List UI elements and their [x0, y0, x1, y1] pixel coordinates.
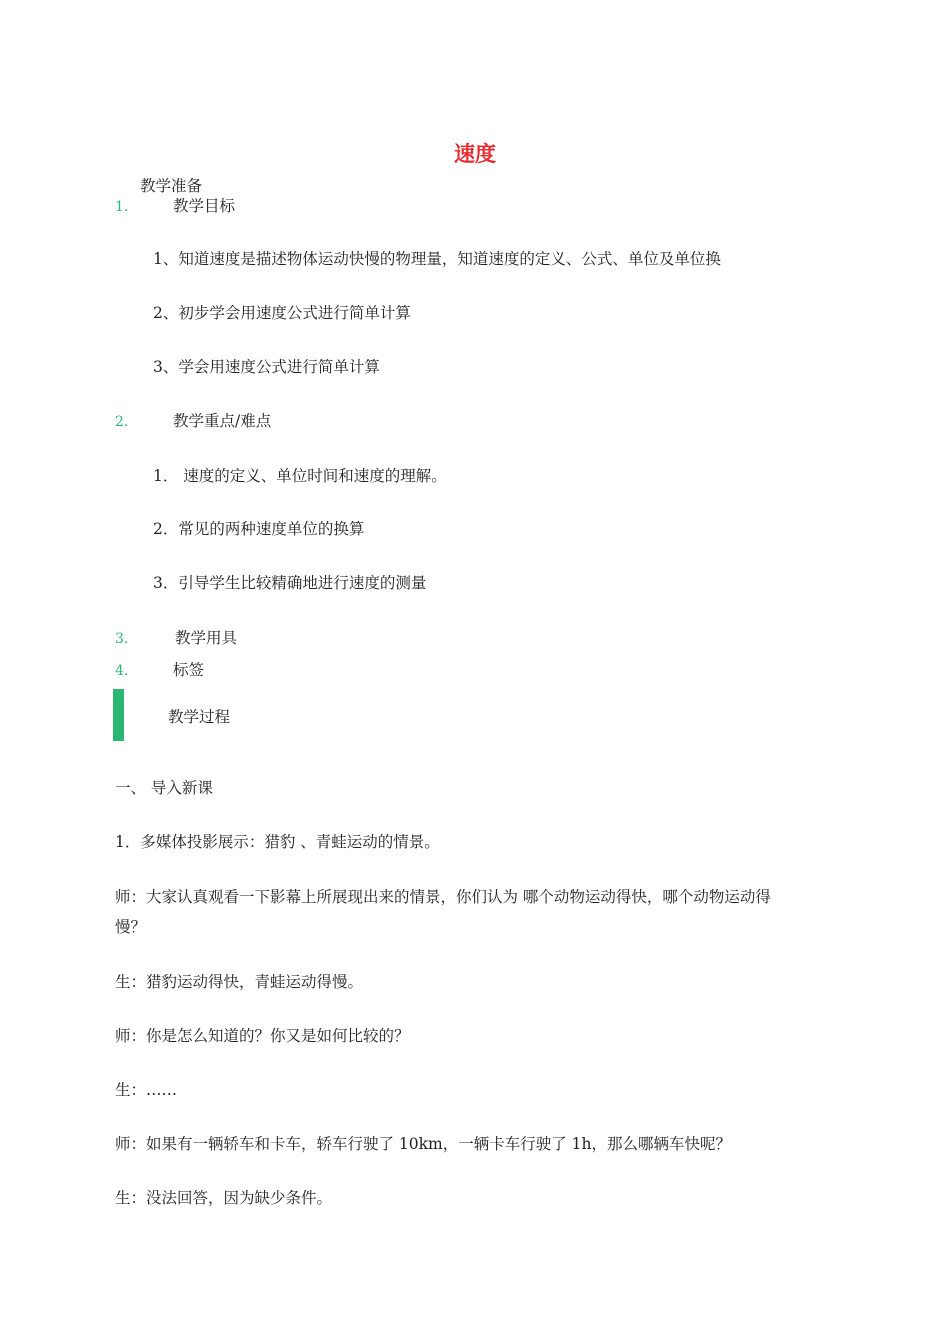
body-line: 1．多媒体投影展示：猎豹 、青蛙运动的情景。 — [115, 833, 440, 851]
section-number-1: 1. — [115, 199, 129, 215]
section-label-objectives: 教学目标 — [173, 197, 236, 215]
section-number-4: 4. — [115, 663, 129, 679]
process-heading: 教学过程 — [168, 708, 231, 726]
process-marker-bar — [113, 689, 124, 741]
objective-item: 2、初步学会用速度公式进行简单计算 — [153, 304, 411, 322]
body-line: 慢？ — [115, 918, 147, 936]
section-number-2: 2. — [115, 414, 129, 430]
key-point-item: 2．常见的两种速度单位的换算 — [153, 520, 365, 538]
body-line: 师：大家认真观看一下影幕上所展现出来的情景，你们认为 哪个动物运动得快，哪个动物运动得 — [115, 888, 771, 906]
page-title: 速度 — [454, 142, 496, 166]
body-line: 生：猎豹运动得快，青蛙运动得慢。 — [115, 973, 364, 991]
prep-heading: 教学准备 — [140, 177, 203, 195]
body-line: 生：没法回答，因为缺少条件。 — [115, 1189, 333, 1207]
key-point-item: 1． 速度的定义、单位时间和速度的理解。 — [153, 467, 447, 485]
key-point-item: 3．引导学生比较精确地进行速度的测量 — [153, 574, 427, 592]
body-line: 师：你是怎么知道的？你又是如何比较的？ — [115, 1027, 410, 1045]
section-number-3: 3. — [115, 631, 129, 647]
body-line: 师：如果有一辆轿车和卡车，轿车行驶了 10km，一辆卡车行驶了 1h，那么哪辆车快呢？ — [115, 1135, 732, 1153]
objective-item: 1、知道速度是描述物体运动快慢的物理量，知道速度的定义、公式、单位及单位换 — [153, 250, 721, 268]
intro-heading: 一、 导入新课 — [115, 779, 213, 797]
section-label-tools: 教学用具 — [175, 629, 238, 647]
section-label-key-points: 教学重点/难点 — [173, 412, 272, 430]
section-label-tags: 标签 — [173, 661, 205, 679]
body-line: 生：…… — [115, 1081, 178, 1099]
objective-item: 3、学会用速度公式进行简单计算 — [153, 358, 380, 376]
